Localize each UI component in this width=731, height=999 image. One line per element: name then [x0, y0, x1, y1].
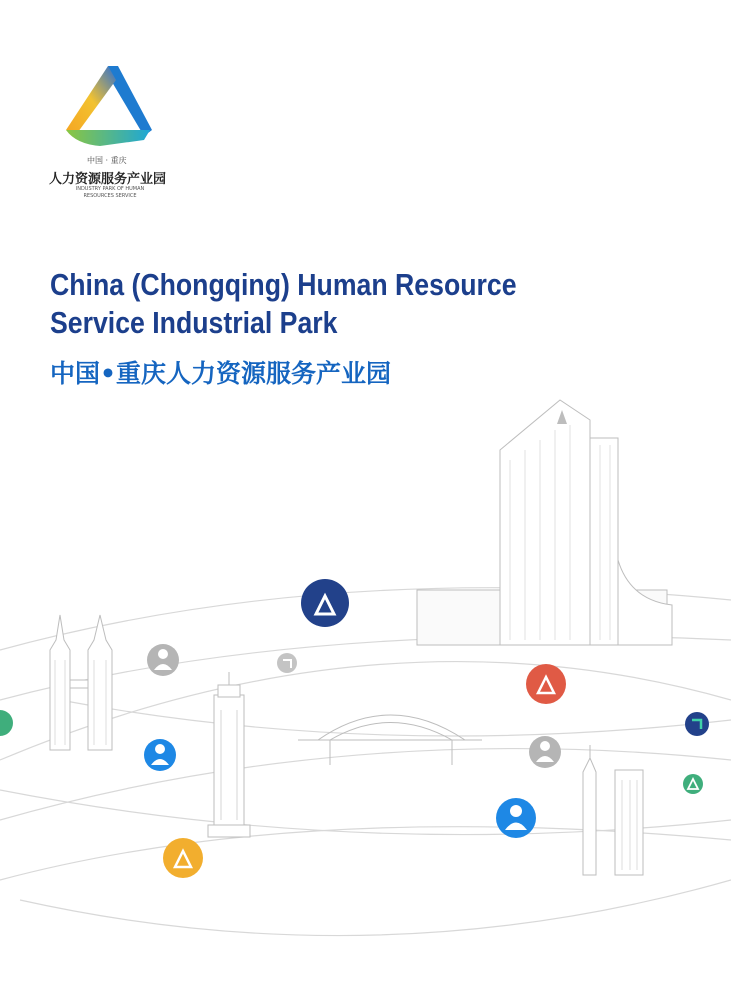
logo-badge-icon: [163, 838, 203, 878]
logo-location-text: 中国 · 重庆: [87, 156, 127, 165]
triangle-logo-icon: [60, 60, 156, 152]
title-line-2: Service Industrial Park: [50, 305, 338, 340]
corner-icon: [685, 712, 709, 736]
logo-chinese-name: 人力资源服务产业园: [49, 172, 167, 187]
logo-badge-icon: [301, 579, 349, 627]
twin-towers: [50, 615, 112, 750]
person-icon: [496, 798, 536, 838]
city-illustration: [0, 380, 731, 999]
right-skyscrapers: [583, 745, 643, 875]
logo-english-name: INDUSTRY PARK OF HUMAN RESOURCES SERVICE: [75, 186, 145, 199]
page-title-chinese: 中国•重庆人力资源服务产业园: [50, 359, 391, 388]
person-icon: [147, 644, 179, 676]
title-line-1: China (Chongqing) Human Resource: [50, 267, 517, 302]
office-tower: [417, 400, 672, 645]
page-title-english: [50, 266, 517, 342]
partial-circle-icon: [0, 710, 13, 736]
liberation-monument: [208, 672, 250, 837]
logo-badge-icon: [683, 774, 703, 794]
person-icon: [144, 739, 176, 771]
corner-icon: [277, 653, 297, 673]
logo-badge-icon: [526, 664, 566, 704]
park-logo: [48, 60, 178, 152]
person-icon: [529, 736, 561, 768]
